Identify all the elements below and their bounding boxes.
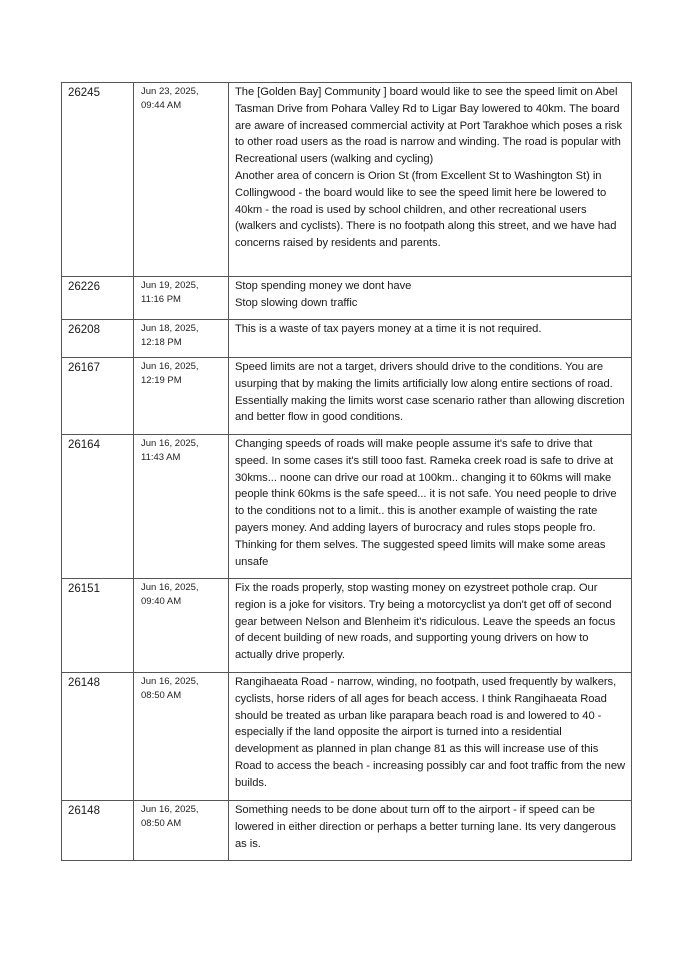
submissions-table-body: [62, 83, 632, 861]
submission-date: Jun 23, 2025,: [141, 86, 199, 97]
submission-datetime: [134, 673, 229, 801]
table-row: [62, 579, 632, 673]
submissions-table: [61, 82, 632, 861]
comment-paragraph: Stop slowing down traffic: [235, 296, 358, 309]
submission-datetime: [134, 435, 229, 579]
table-row: [62, 358, 632, 435]
comment-paragraph: Rangihaeata Road - narrow, winding, no footpath, used frequently by walkers, cyclists, horse riders of all ages for beach access. I think Rangihaeata Road should be treated as urban like parapara beach road is and lowered to 40 - especially if the land opposite the airport is turned into a residential development as planned in plan change 81 as this will increase use of this Road to access the beach - increasing possibly car and foot traffic from the new builds.: [235, 676, 626, 789]
submission-id: 26245: [62, 83, 134, 277]
submission-time: 08:50 AM: [141, 818, 182, 829]
submission-id: 26164: [62, 435, 134, 579]
submission-comment: [229, 579, 632, 673]
submission-time: 11:16 PM: [141, 294, 181, 305]
submission-time: 09:44 AM: [141, 100, 182, 111]
submission-date: Jun 16, 2025,: [141, 361, 199, 372]
comment-paragraph: Stop spending money we dont have: [235, 280, 412, 292]
submission-id: 26226: [62, 277, 134, 320]
submission-id: 26148: [62, 801, 134, 861]
submission-comment: [229, 320, 632, 358]
submission-comment: [229, 358, 632, 435]
submission-id: 26151: [62, 579, 134, 673]
submission-date: Jun 16, 2025,: [141, 804, 199, 815]
submission-comment: [229, 801, 632, 861]
submission-id: 26208: [62, 320, 134, 358]
table-row: [62, 801, 632, 861]
submission-id: 26167: [62, 358, 134, 435]
submission-date: Jun 16, 2025,: [141, 582, 199, 593]
submission-comment: [229, 673, 632, 801]
submission-time: 11:43 AM: [141, 452, 181, 463]
submission-date: Jun 16, 2025,: [141, 676, 199, 687]
submission-time: 09:40 AM: [141, 596, 182, 607]
table-row: [62, 673, 632, 801]
comment-paragraph: Changing speeds of roads will make people assume it's safe to drive that speed. In some cases it's still tooo fast. Rameka creek road is safe to drive at 30kms... noone can drive our road at 100km.. changing it to 60kms will make people think 60kms is the safe speed... it is not safe. You need people to drive to the conditions not to a limit.. this is another example of waisting the rate payers money. And adding layers of burocracy and rules stops people fro. Thinking for them selves. The suggested speed limits will make some areas unsafe: [235, 438, 617, 568]
table-row: [62, 83, 632, 277]
comment-paragraph: Speed limits are not a target, drivers should drive to the conditions. You are usurping that by making the limits artificially low along entire sections of road. Essentially making the limits worst case scenario rather than allowing discretion and better flow in good conditions.: [235, 361, 625, 424]
submission-date: Jun 16, 2025,: [141, 438, 199, 449]
submission-time: 12:18 PM: [141, 337, 182, 348]
submission-comment: [229, 435, 632, 579]
submission-datetime: [134, 358, 229, 435]
submission-comment: [229, 277, 632, 320]
table-row: [62, 435, 632, 579]
submission-datetime: [134, 320, 229, 358]
submission-comment: [229, 83, 632, 277]
comment-paragraph: Something needs to be done about turn off to the airport - if speed can be lowered in either direction or perhaps a better turning lane. Its very dangerous as is.: [235, 804, 616, 850]
submission-datetime: [134, 83, 229, 277]
submission-time: 08:50 AM: [141, 690, 182, 701]
table-row: [62, 277, 632, 320]
submission-date: Jun 19, 2025,: [141, 280, 199, 291]
table-row: [62, 320, 632, 358]
submission-time: 12:19 PM: [141, 375, 182, 386]
comment-paragraph: Fix the roads properly, stop wasting money on ezystreet pothole crap. Our region is a joke for visitors. Try being a motorcyclist ya don't get off of second gear between Nelson and Blenheim it's ridiculous. Leave the speeds an focus of decent building of new roads, and supporting young drivers on how to actually drive properly.: [235, 582, 616, 662]
submission-date: Jun 18, 2025,: [141, 323, 199, 334]
submission-id: 26148: [62, 673, 134, 801]
comment-paragraph: This is a waste of tax payers money at a time it is not required.: [235, 323, 542, 335]
comment-paragraph: Another area of concern is Orion St (from Excellent St to Washington St) in Collingwood - the board would like to see the speed limit here be lowered to 40km - the road is used by school children, and other recreational users (walkers and cyclists). There is no footpath along this street, and we have had concerns raised by residents and parents.: [235, 169, 617, 250]
comment-paragraph: The [Golden Bay] Community ] board would like to see the speed limit on Abel Tasman Drive from Pohara Valley Rd to Ligar Bay lowered to 40km. The board are aware of increased commercial activity at Port Tarakhoe which poses a risk to other road users as the road is narrow and winding. The road is popular with Recreational users (walking and cycling): [235, 86, 623, 166]
submission-datetime: [134, 801, 229, 861]
submission-datetime: [134, 277, 229, 320]
submission-datetime: [134, 579, 229, 673]
